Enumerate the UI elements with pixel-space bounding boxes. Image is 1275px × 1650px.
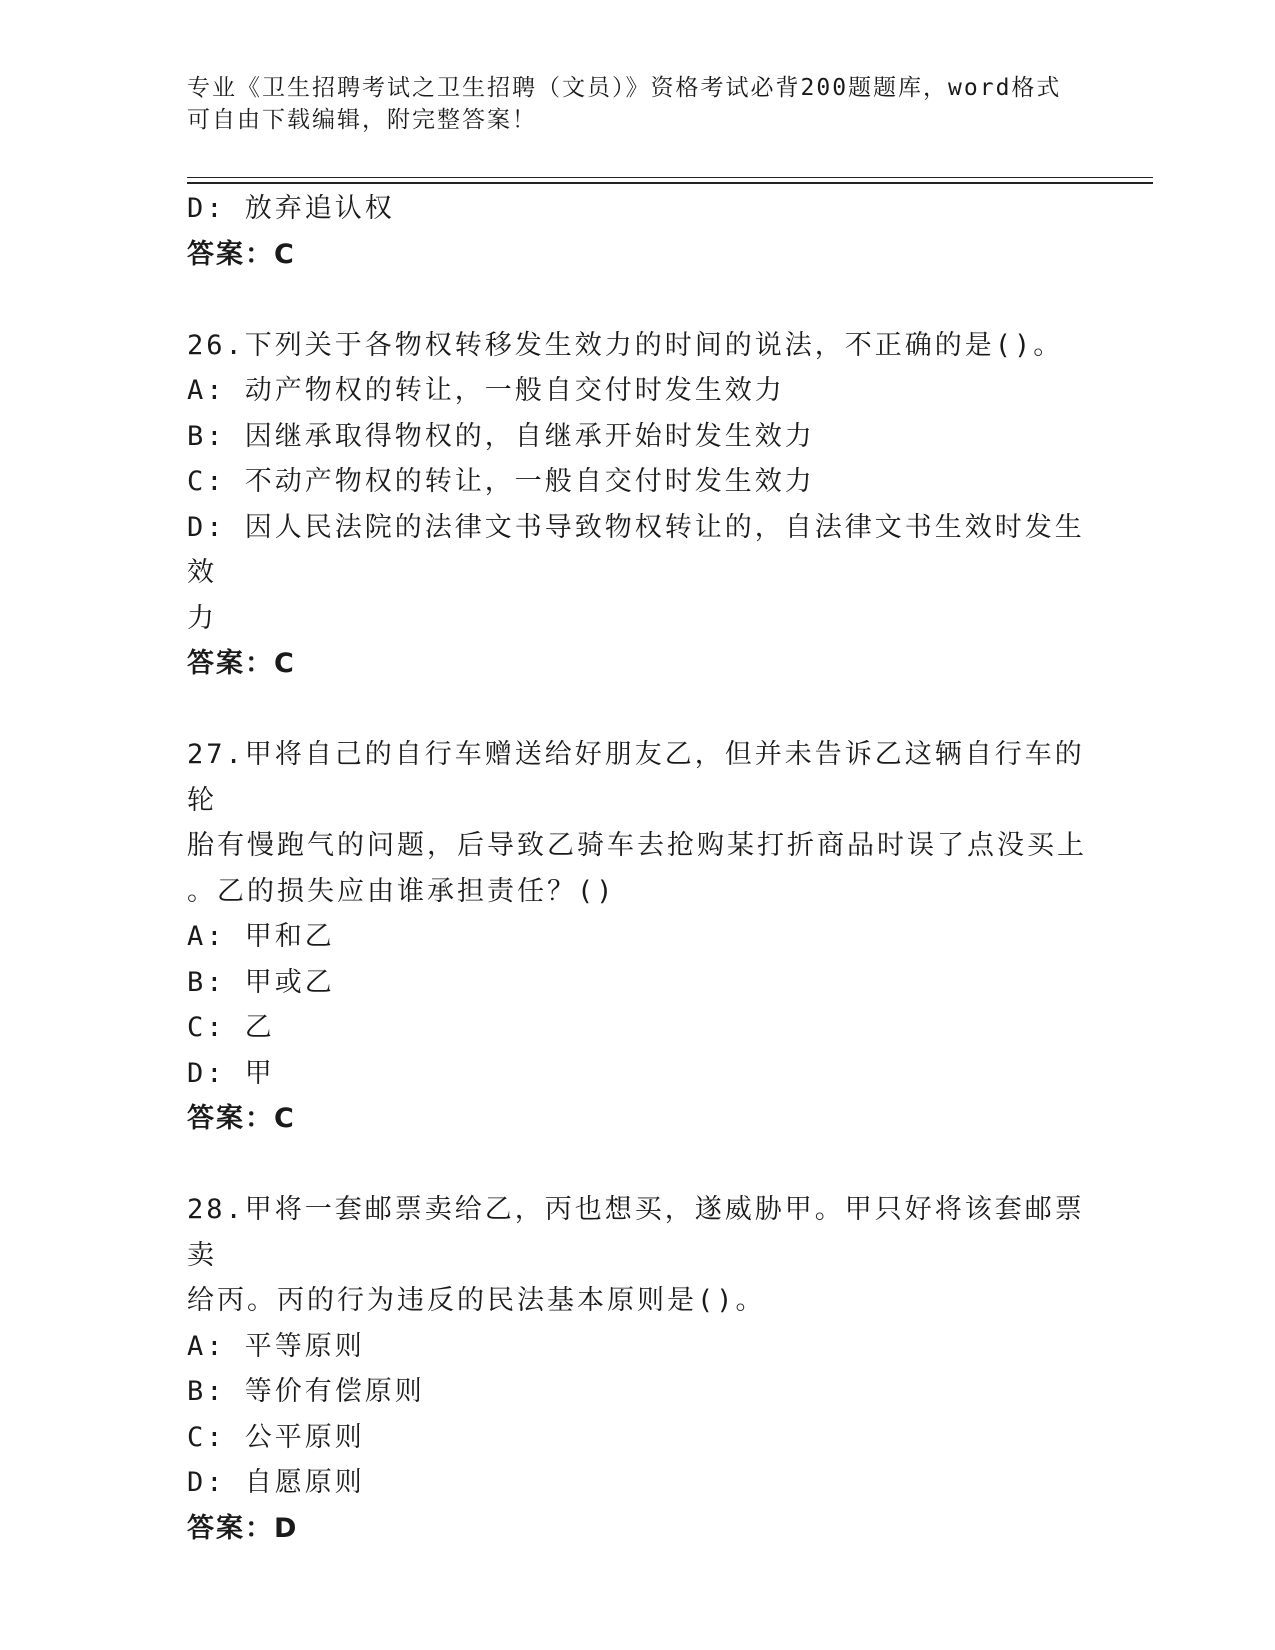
option-d-continued: D: 放弃追认权 <box>187 193 395 224</box>
option-c: C: 乙 <box>187 1012 275 1043</box>
option-b: B: 等价有偿原则 <box>187 1376 425 1407</box>
header-line-2: 可自由下载编辑，附完整答案！ <box>187 107 537 133</box>
option-c: C: 不动产物权的转让，一般自交付时发生效力 <box>187 466 815 497</box>
option-a: A: 甲和乙 <box>187 921 335 952</box>
question-stem: 28.甲将一套邮票卖给乙，丙也想买，遂威胁甲。甲只好将该套邮票卖 <box>187 1194 1085 1271</box>
question-stem: 给丙。丙的行为违反的民法基本原则是()。 <box>187 1285 766 1316</box>
question-27 <box>187 732 1087 1142</box>
question-stem: 。乙的损失应由谁承担责任？() <box>187 875 616 907</box>
header-line-1: 专业《卫生招聘考试之卫生招聘（文员）》资格考试必背200题题库，word格式 <box>187 75 1062 101</box>
option-b: B: 因继承取得物权的，自继承开始时发生效力 <box>187 420 815 452</box>
question-28 <box>187 1187 1087 1551</box>
option-a: A: 动产物权的转让，一般自交付时发生效力 <box>187 375 785 406</box>
question-26 <box>187 323 1087 687</box>
option-d: D: 甲 <box>187 1057 275 1089</box>
option-d-wrap: 力 <box>187 602 217 634</box>
option-a: A: 平等原则 <box>187 1330 365 1362</box>
answer: 答案：C <box>187 1103 296 1134</box>
question-stem: 胎有慢跑气的问题，后导致乙骑车去抢购某打折商品时误了点没买上 <box>187 830 1087 861</box>
answer: 答案：C <box>187 648 296 679</box>
question-stem: 26.下列关于各物权转移发生效力的时间的说法，不正确的是()。 <box>187 329 1064 361</box>
option-c: C: 公平原则 <box>187 1421 365 1453</box>
option-b: B: 甲或乙 <box>187 966 335 998</box>
option-d: D: 因人民法院的法律文书导致物权转让的，自法律文书生效时发生效 <box>187 511 1085 588</box>
option-d: D: 自愿原则 <box>187 1467 365 1498</box>
header-rule-thin <box>187 177 1153 178</box>
question-content <box>187 186 1087 1551</box>
question-stem: 27.甲将自己的自行车赠送给好朋友乙，但并未告诉乙这辆自行车的轮 <box>187 739 1085 816</box>
answer: 答案：D <box>187 1512 299 1544</box>
spacer <box>187 1142 1087 1188</box>
answer-continued: 答案：C <box>187 238 296 270</box>
spacer <box>187 277 1087 323</box>
header-rule-thick <box>187 182 1153 184</box>
spacer <box>187 687 1087 733</box>
document-header <box>187 72 1067 136</box>
